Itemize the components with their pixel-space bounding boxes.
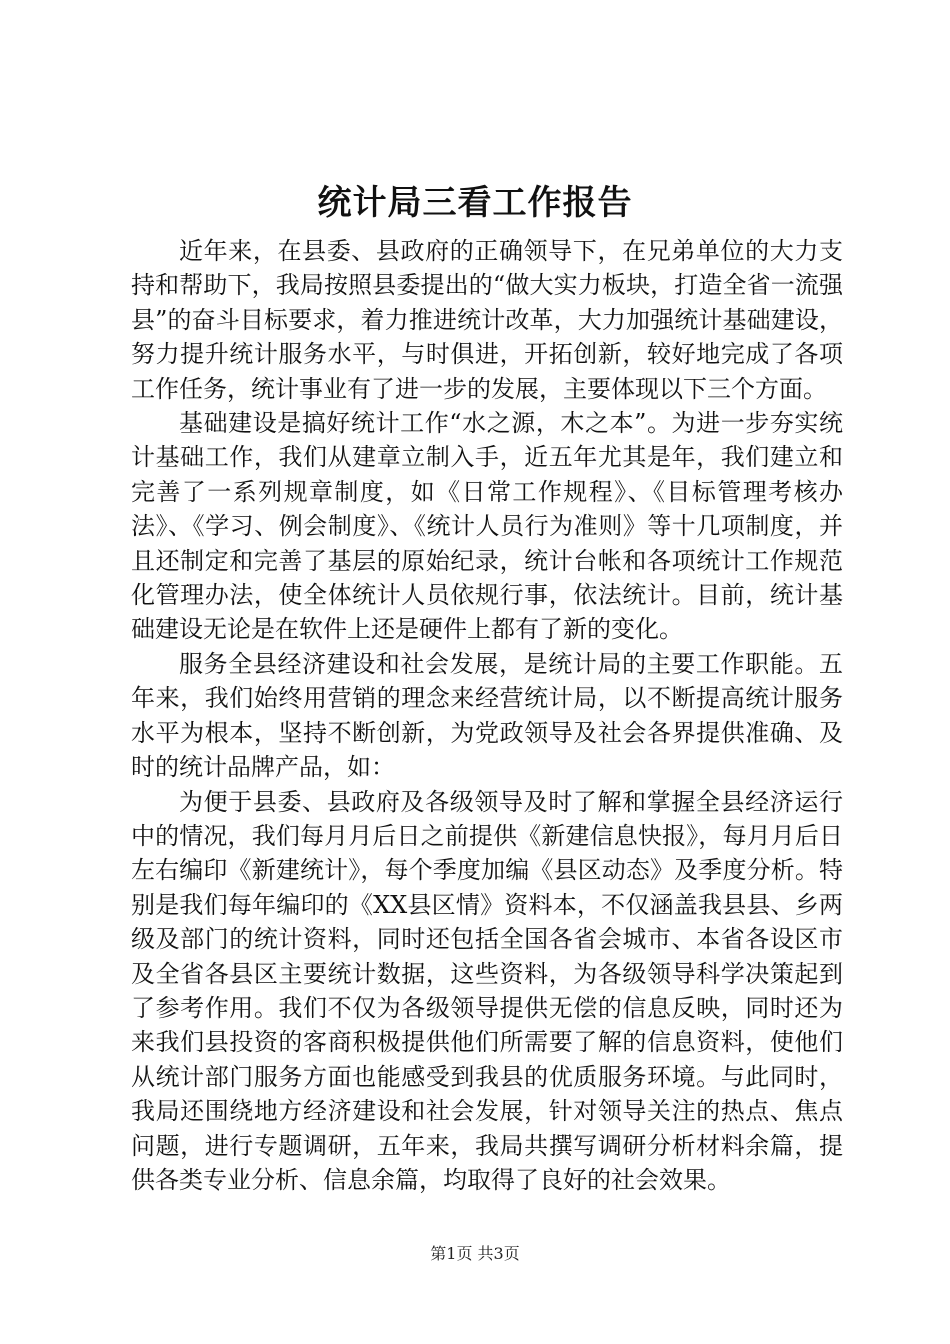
document-body <box>131 234 843 1197</box>
paragraph-products: 为便于县委、县政府及各级领导及时了解和掌握全县经济运行中的情况，我们每月月后日之前提供《新建信息快报》，每月月后日左右编印《新建统计》，每个季度加编《县区动态》及季度分析。特别是我们每年编印的《XX县区情》资料本，不仅涵盖我县县、乡两级及部门的统计资料，同时还包括全国各省会城市、本省各设区市及全省各县区主要统计数据，这些资料，为各级领导科学决策起到了参考作用。我们不仅为各级领导提供无偿的信息反映，同时还为来我们县投资的客商积极提供他们所需要了解的信息资料，使他们从统计部门服务方面也能感受到我县的优质服务环境。与此同时，我局还围绕地方经济建设和社会发展，针对领导关注的热点、焦点问题，进行专题调研，五年来，我局共撰写调研分析材料余篇，提供各类专业分析、信息余篇，均取得了良好的社会效果。 <box>131 787 843 1194</box>
paragraph-foundation: 基础建设是搞好统计工作“水之源，木之本”。为进一步夯实统计基础工作，我们从建章立制入手，近五年尤其是年，我们建立和完善了一系列规章制度，如《日常工作规程》、《目标管理考核办法》、《学习、例会制度》、《统计人员行为准则》等十几项制度，并且还制定和完善了基层的原始纪录，统计台帐和各项统计工作规范化管理办法，使全体统计人员依规行事，依法统计。目前，统计基础建设无论是在软件上还是硬件上都有了新的变化。 <box>131 409 843 644</box>
document-title: 统计局三看工作报告 <box>317 183 633 223</box>
paragraph-service: 服务全县经济建设和社会发展，是统计局的主要工作职能。五年来，我们始终用营销的理念来经营统计局，以不断提高统计服务水平为根本，坚持不断创新，为党政领导及社会各界提供准确、及时的统计品牌产品，如： <box>131 649 843 782</box>
page-number-footer: 第1页 共3页 <box>430 1244 520 1263</box>
paragraph-intro: 近年来，在县委、县政府的正确领导下，在兄弟单位的大力支持和帮助下，我局按照县委提出的“做大实力板块，打造全省一流强县”的奋斗目标要求，着力推进统计改革，大力加强统计基础建设，努力提升统计服务水平，与时俱进，开拓创新，较好地完成了各项工作任务，统计事业有了进一步的发展，主要体现以下三个方面。 <box>131 237 843 403</box>
